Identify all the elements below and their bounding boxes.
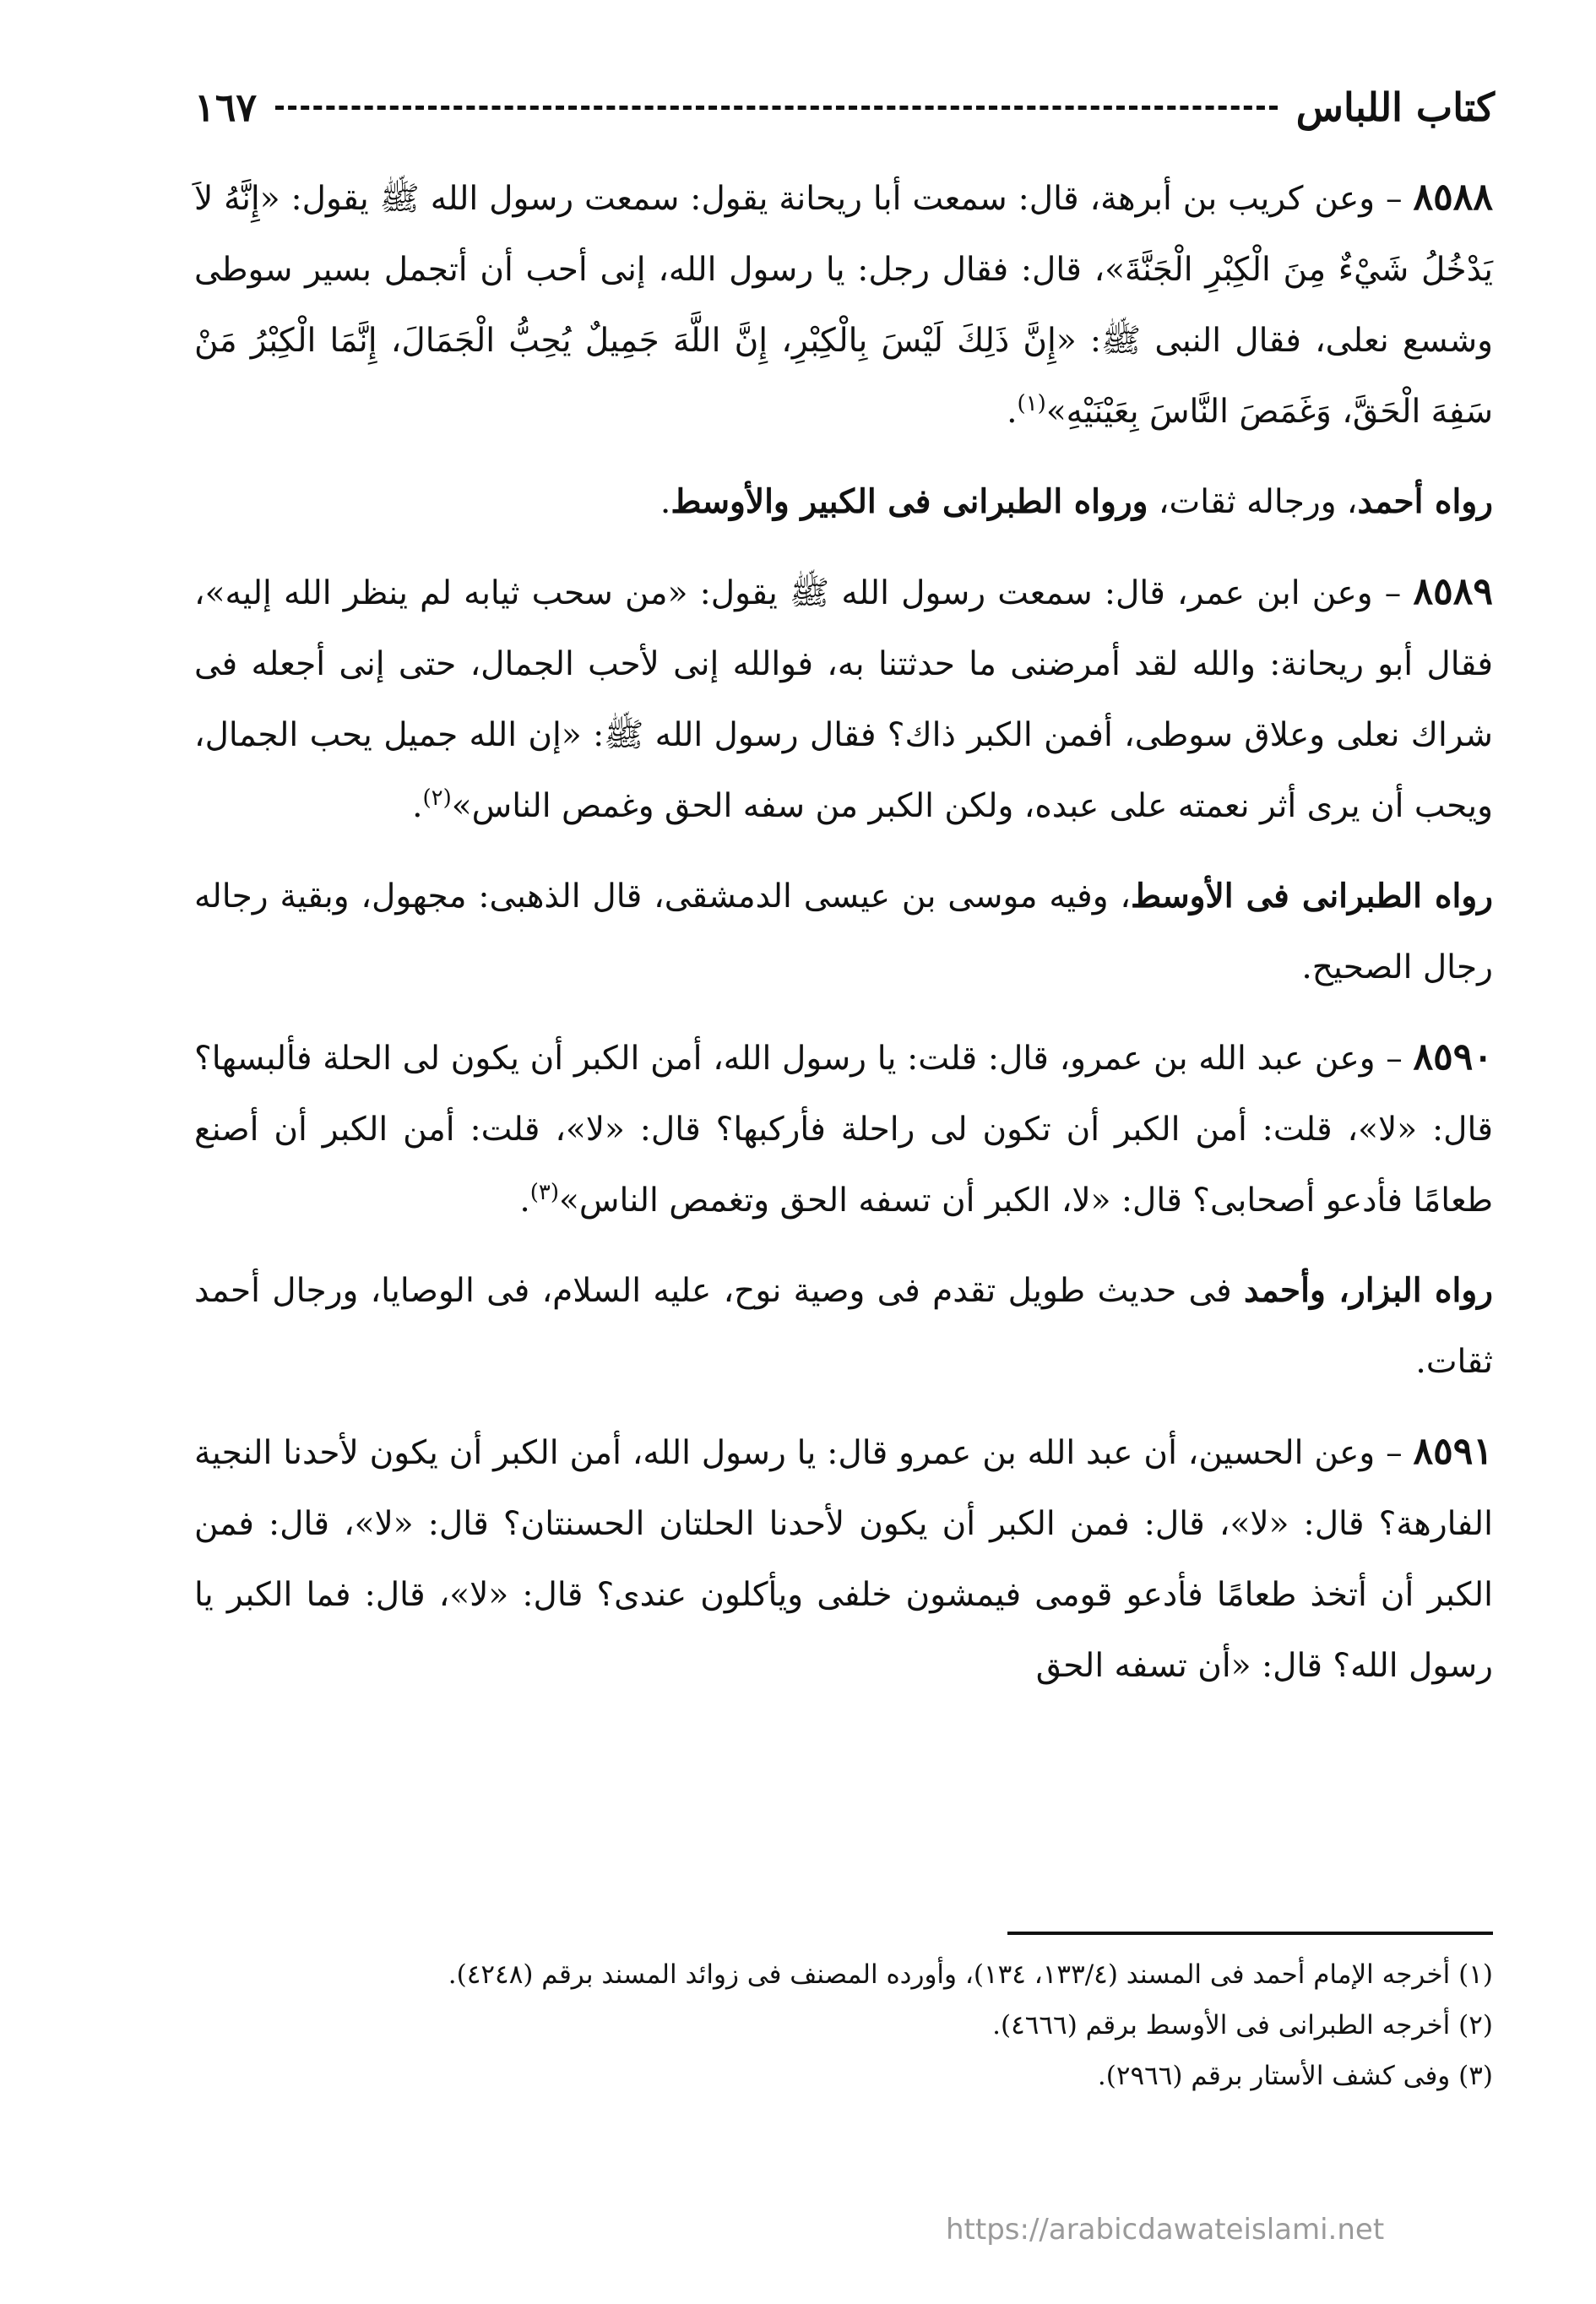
narrator-text: فى حديث طويل تقدم فى وصية نوح، عليه السلام، فى الوصايا، ورجال أحمد ثقات. [194,1272,1493,1381]
narrator-text: ، وفيه موسى بن عيسى الدمشقى، قال الذهبى: مجهول، وبقية رجاله رجال الصحيح. [194,878,1493,986]
hadith-end: . [412,787,423,825]
footnotes [194,1949,1493,2101]
narrator-bold: رواه البزار، وأحمد [1244,1271,1493,1310]
hadith-number: ٨٥٨٨ [1413,176,1493,219]
hadith-text: – وعن ابن عمر، قال: سمعت رسول الله ﷺ يقول: «من سحب ثيابه لم ينظر الله إليه»، فقال أبو ريحانة: والله لقد أمرضنى ما حدثتنا به، فوالله إنى لأحب الجمال، حتى إنى أجعله فى شراك نعلى وعلاق سوطى، أفمن الكبر ذاك؟ فقال رسول الله ﷺ: «إن الله جميل يحب الجمال، ويحب أن يرى أثر نعمته على عبده، ولكن الكبر من سفه الحق وغمص الناس» [194,574,1493,825]
narrator-text: ، ورجاله ثقات، [1148,483,1358,521]
footnote-ref: (٢) [422,785,452,811]
footnote-divider [1007,1932,1493,1935]
narrator-bold: رواه أحمد [1357,482,1493,521]
hadith-text: – وعن عبد الله بن عمرو، قال: قلت: يا رسول الله، أمن الكبر أن يكون لى الحلة فألبسها؟ قال: «لا»، قلت: أمن الكبر أن تكون لى راحلة فأركبها؟ قال: «لا»، قلت: أمن الكبر أن أصنع طعامًا فأدعو أصحابى؟ قال: «لا، الكبر أن تسفه الحق وتغمص الناس» [194,1040,1493,1220]
hadith-number: ٨٥٩١ [1413,1430,1493,1473]
watermark-url: https://arabicdawateislami.net [946,2213,1385,2247]
narrator-text: . [660,483,671,521]
hadith-text: – وعن كريب بن أبرهة، قال: سمعت أبا ريحانة يقول: سمعت رسول الله ﷺ يقول: «إِنَّهُ لاَ يَدْخُلُ شَيْءٌ مِنَ الْكِبْرِ الْجَنَّةَ»، قال: فقال رجل: يا رسول الله، إنى أحب أن أتجمل بسير سوطى وشسع نعلى، فقال النبى ﷺ: «إِنَّ ذَلِكَ لَيْسَ بِالْكِبْرِ، إِنَّ اللَّهَ جَمِيلٌ يُحِبُّ الْجَمَالَ، إِنَّمَا الْكِبْرُ مَنْ سَفِهَ الْحَقَّ، وَغَمَصَ النَّاسَ بِعَيْنَيْهِ» [194,180,1493,431]
footnote-ref: (١) [1017,391,1046,416]
hadith-text: – وعن الحسين، أن عبد الله بن عمرو قال: يا رسول الله، أمن الكبر أن يكون لأحدنا النجية الفارهة؟ قال: «لا»، قال: فمن الكبر أن يكون لأحدنا الحلتان الحسنتان؟ قال: «لا»، قال: فمن الكبر أن أتخذ طعامًا فأدعو قومى فيمشون خلفى ويأكلون عندى؟ قال: «لا»، قال: فما الكبر يا رسول الله؟ قال: «أن تسفه الحق [194,1434,1493,1685]
page-number: ١٦٧ [194,84,258,130]
narrator-note [194,466,1493,538]
book-section-title: كتاب اللباس [1295,84,1495,130]
hadith-8588 [194,162,1493,448]
narrator-bold: رواه الطبرانى فى الأوسط [1130,877,1493,916]
main-text [194,162,1493,1720]
hadith-8589 [194,557,1493,842]
footnote-ref: (٣) [529,1180,560,1205]
hadith-number: ٨٥٩٠ [1413,1035,1493,1079]
narrator-bold: ورواه الطبرانى فى الكبير والأوسط [670,482,1148,521]
header-dashed-rule [275,106,1278,110]
hadith-8590 [194,1022,1493,1236]
hadith-end: . [1007,393,1018,431]
footnote-2: (٢) أخرجه الطبرانى فى الأوسط برقم (٤٦٦٦). [992,2010,1493,2040]
footnote-3: (٣) وفى كشف الأستار برقم (٢٩٦٦). [1097,2061,1493,2091]
narrator-note [194,1255,1493,1398]
narrator-note [194,861,1493,1003]
hadith-end: . [519,1182,530,1220]
running-header [194,78,1495,137]
footnote-1: (١) أخرجه الإمام أحمد فى المسند (١٣٣/٤، ١٣٤)، وأورده المصنف فى زوائد المسند برقم (٤٢٤٨). [448,1959,1493,1990]
hadith-8591 [194,1416,1493,1702]
hadith-number: ٨٥٨٩ [1413,570,1494,613]
